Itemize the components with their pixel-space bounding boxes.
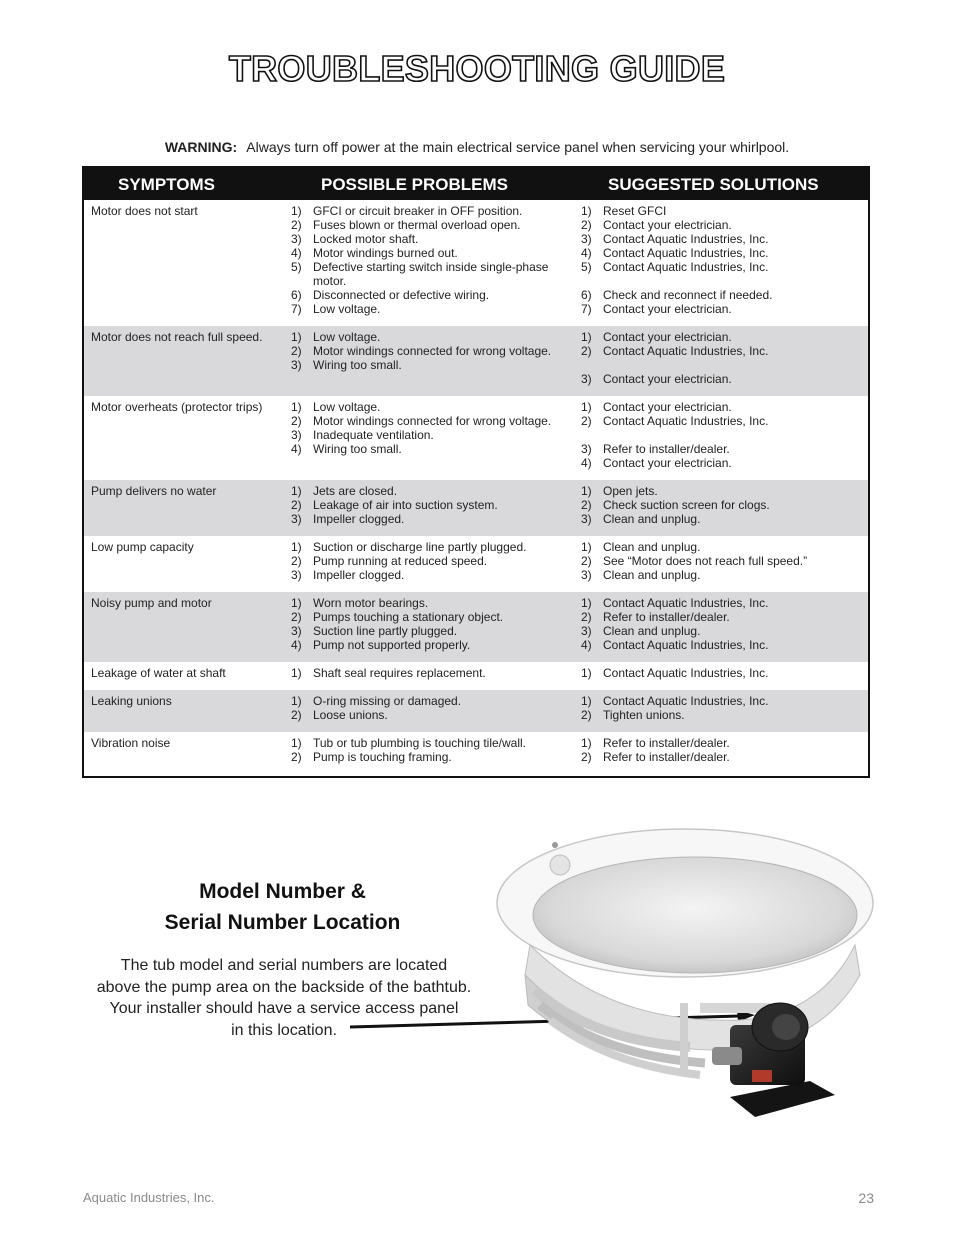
item-text: Locked motor shaft.	[313, 232, 419, 246]
item-text: Suction or discharge line partly plugged.	[313, 540, 527, 554]
item-text: Jets are closed.	[313, 484, 398, 498]
solution-item	[581, 484, 866, 498]
location-text-line: above the pump area on the backside of the bathtub.	[96, 978, 472, 996]
item-number: 2)	[581, 498, 592, 512]
problem-item	[291, 330, 561, 344]
solution-item	[581, 442, 866, 456]
item-number: 2)	[291, 610, 302, 624]
table-row	[84, 662, 868, 690]
item-number: 1)	[291, 540, 302, 554]
item-number: 3)	[291, 232, 302, 246]
item-number: 2)	[581, 610, 592, 624]
item-number: 1)	[581, 484, 592, 498]
item-number: 3)	[291, 358, 302, 372]
problem-item	[291, 694, 561, 708]
solution-item	[581, 694, 866, 708]
item-number: 3)	[581, 512, 592, 526]
item-text: Suction line partly plugged.	[313, 624, 458, 638]
solution-item	[581, 736, 866, 750]
solution-item	[581, 554, 866, 568]
page-number: 23	[858, 1190, 874, 1206]
problem-item	[291, 218, 561, 232]
item-text: Refer to installer/dealer.	[603, 442, 730, 456]
troubleshooting-table	[82, 166, 870, 778]
item-number: 4)	[581, 638, 592, 652]
solution-cell	[581, 694, 866, 722]
item-text: Contact your electrician.	[603, 372, 732, 386]
solution-cell	[581, 540, 866, 582]
solution-item	[581, 330, 866, 344]
solution-item	[581, 246, 866, 260]
problem-item	[291, 302, 561, 316]
problem-cell	[291, 540, 561, 582]
symptom-cell: Pump delivers no water	[91, 484, 217, 498]
problem-item	[291, 512, 561, 526]
item-text: Motor windings connected for wrong voltage.	[313, 414, 552, 428]
solution-item	[581, 512, 866, 526]
item-text: Contact Aquatic Industries, Inc.	[603, 638, 769, 652]
header-symptoms: SYMPTOMS	[118, 175, 215, 194]
item-number: 1)	[291, 330, 302, 344]
item-text: Low voltage.	[313, 302, 381, 316]
solution-item	[581, 568, 866, 582]
item-text: Contact Aquatic Industries, Inc.	[603, 260, 769, 274]
item-number: 1)	[581, 736, 592, 750]
problem-item	[291, 708, 561, 722]
solution-item	[581, 204, 866, 218]
item-number: 2)	[581, 708, 592, 722]
item-number: 1)	[291, 400, 302, 414]
solution-cell	[581, 400, 866, 470]
solution-cell	[581, 666, 866, 680]
warning-notice	[0, 139, 954, 155]
warning-label: WARNING:	[164, 139, 238, 155]
solution-item	[581, 414, 866, 428]
item-number: 2)	[581, 554, 592, 568]
item-text: Check suction screen for clogs.	[603, 498, 770, 512]
item-text: Impeller clogged.	[313, 512, 405, 526]
solution-item	[581, 666, 866, 680]
item-text: Pump running at reduced speed.	[313, 554, 488, 568]
item-number: 4)	[291, 638, 302, 652]
item-number: 1)	[291, 204, 302, 218]
problem-item	[291, 610, 561, 624]
problem-item	[291, 260, 561, 288]
item-text: Contact your electrician.	[603, 218, 732, 232]
solution-item	[581, 596, 866, 610]
problem-cell	[291, 736, 561, 764]
item-number: 1)	[581, 330, 592, 344]
location-heading	[120, 876, 445, 938]
item-text: Contact Aquatic Industries, Inc.	[603, 246, 769, 260]
table-row	[84, 326, 868, 396]
table-row	[84, 200, 868, 326]
item-text: Contact Aquatic Industries, Inc.	[603, 232, 769, 246]
problem-item	[291, 246, 561, 260]
whirlpool-tub-image	[490, 825, 880, 1130]
item-number: 1)	[291, 694, 302, 708]
symptom-cell: Vibration noise	[91, 736, 171, 750]
item-number: 4)	[581, 246, 592, 260]
footer-company: Aquatic Industries, Inc.	[83, 1190, 215, 1205]
problem-item	[291, 498, 561, 512]
problem-item	[291, 344, 561, 358]
item-number: 5)	[291, 260, 302, 274]
table-row	[84, 690, 868, 732]
item-number: 4)	[291, 442, 302, 456]
item-number: 1)	[581, 204, 592, 218]
solution-cell	[581, 330, 866, 386]
table-row	[84, 592, 868, 662]
item-number: 2)	[291, 344, 302, 358]
item-text: Low voltage.	[313, 400, 381, 414]
problem-item	[291, 750, 561, 764]
item-number: 1)	[291, 666, 302, 680]
item-text: Clean and unplug.	[603, 512, 701, 526]
item-text: GFCI or circuit breaker in OFF position.	[313, 204, 523, 218]
header-possible-problems: POSSIBLE PROBLEMS	[321, 175, 509, 194]
solution-item	[581, 708, 866, 722]
problem-item	[291, 288, 561, 302]
item-text: Defective starting switch inside single-phase motor.	[313, 260, 549, 288]
item-text: Contact Aquatic Industries, Inc.	[603, 344, 769, 358]
item-text: Motor windings burned out.	[313, 246, 458, 260]
symptom-cell: Noisy pump and motor	[91, 596, 212, 610]
problem-cell	[291, 694, 561, 722]
problem-item	[291, 624, 561, 638]
item-number: 2)	[581, 218, 592, 232]
item-text: Contact Aquatic Industries, Inc.	[603, 666, 769, 680]
item-number: 2)	[581, 344, 592, 358]
problem-cell	[291, 666, 561, 680]
solution-item	[581, 624, 866, 638]
solution-item	[581, 456, 866, 470]
solution-item	[581, 232, 866, 246]
item-text: Inadequate ventilation.	[313, 428, 434, 442]
problem-cell	[291, 204, 561, 316]
problem-item	[291, 400, 561, 414]
item-number: 1)	[291, 736, 302, 750]
solution-item	[581, 400, 866, 414]
solution-item	[581, 540, 866, 554]
item-text: Contact Aquatic Industries, Inc.	[603, 414, 769, 428]
item-text: Wiring too small.	[313, 442, 402, 456]
table-body	[84, 200, 868, 776]
problem-item	[291, 442, 561, 456]
location-heading-line1: Model Number &	[199, 880, 366, 903]
item-text: Low voltage.	[313, 330, 381, 344]
problem-item	[291, 232, 561, 246]
item-text: Check and reconnect if needed.	[603, 288, 773, 302]
item-text: Reset GFCI	[603, 204, 667, 218]
item-text: Wiring too small.	[313, 358, 402, 372]
item-text: Tighten unions.	[603, 708, 685, 722]
solution-item	[581, 610, 866, 624]
item-number: 4)	[291, 246, 302, 260]
item-number: 1)	[581, 540, 592, 554]
item-text: Refer to installer/dealer.	[603, 750, 730, 764]
item-text: Loose unions.	[313, 708, 388, 722]
item-number: 2)	[291, 498, 302, 512]
item-text: Contact your electrician.	[603, 302, 732, 316]
symptom-cell: Leakage of water at shaft	[91, 666, 226, 680]
item-text: Clean and unplug.	[603, 624, 701, 638]
problem-item	[291, 484, 561, 498]
symptom-cell: Motor does not reach full speed.	[91, 330, 263, 344]
item-text: Pumps touching a stationary object.	[313, 610, 504, 624]
item-text: Contact Aquatic Industries, Inc.	[603, 596, 769, 610]
item-number: 1)	[291, 596, 302, 610]
item-number: 1)	[581, 400, 592, 414]
item-text: Shaft seal requires replacement.	[313, 666, 486, 680]
item-number: 3)	[291, 512, 302, 526]
item-text: Pump not supported properly.	[313, 638, 471, 652]
item-text: Impeller clogged.	[313, 568, 405, 582]
item-number: 7)	[291, 302, 302, 316]
problem-item	[291, 596, 561, 610]
solution-cell	[581, 736, 866, 764]
table-row	[84, 396, 868, 480]
item-text: Refer to installer/dealer.	[603, 610, 730, 624]
item-text: Worn motor bearings.	[313, 596, 429, 610]
item-number: 6)	[291, 288, 302, 302]
problem-item	[291, 568, 561, 582]
item-text: Contact your electrician.	[603, 400, 732, 414]
item-text: Disconnected or defective wiring.	[313, 288, 490, 302]
item-number: 3)	[581, 442, 592, 456]
problem-item	[291, 414, 561, 428]
page-title: TROUBLESHOOTING GUIDE	[228, 48, 726, 89]
item-number: 6)	[581, 288, 592, 302]
table-row	[84, 480, 868, 536]
warning-text: Always turn off power at the main electrical service panel when servicing your whirlpool.	[246, 139, 790, 155]
location-heading-line2: Serial Number Location	[164, 911, 401, 934]
item-number: 2)	[291, 750, 302, 764]
problem-item	[291, 736, 561, 750]
item-text: Tub or tub plumbing is touching tile/wall.	[313, 736, 526, 750]
solution-item	[581, 218, 866, 232]
location-text-line: Your installer should have a service access panel	[109, 1000, 459, 1017]
solution-item	[581, 372, 866, 386]
item-number: 3)	[581, 232, 592, 246]
symptom-cell: Low pump capacity	[91, 540, 194, 554]
problem-item	[291, 428, 561, 442]
problem-cell	[291, 484, 561, 526]
item-number: 1)	[291, 484, 302, 498]
solution-cell	[581, 204, 866, 316]
problem-cell	[291, 596, 561, 652]
table-header	[84, 168, 868, 200]
item-number: 2)	[581, 414, 592, 428]
item-number: 4)	[581, 456, 592, 470]
item-text: Open jets.	[603, 484, 658, 498]
problem-item	[291, 666, 561, 680]
item-number: 3)	[581, 568, 592, 582]
item-text: Fuses blown or thermal overload open.	[313, 218, 521, 232]
symptom-cell: Motor does not start	[91, 204, 198, 218]
item-number: 2)	[291, 218, 302, 232]
item-number: 2)	[581, 750, 592, 764]
item-number: 3)	[291, 624, 302, 638]
solution-item	[581, 344, 866, 358]
item-number: 7)	[581, 302, 592, 316]
item-number: 3)	[291, 568, 302, 582]
item-text: Clean and unplug.	[603, 540, 701, 554]
item-number: 3)	[581, 372, 592, 386]
location-text-line: in this location.	[231, 1021, 337, 1039]
item-number: 1)	[581, 596, 592, 610]
item-text: Contact Aquatic Industries, Inc.	[603, 694, 769, 708]
item-text: See “Motor does not reach full speed.”	[603, 554, 808, 568]
item-text: Contact your electrician.	[603, 330, 732, 344]
item-text: Motor windings connected for wrong voltage.	[313, 344, 552, 358]
item-number: 2)	[291, 414, 302, 428]
solution-item	[581, 498, 866, 512]
item-number: 2)	[291, 708, 302, 722]
location-text-line: The tub model and serial numbers are located	[120, 957, 448, 974]
problem-item	[291, 638, 561, 652]
item-number: 5)	[581, 260, 592, 274]
solution-item	[581, 260, 866, 274]
item-text: Leakage of air into suction system.	[313, 498, 498, 512]
solution-item	[581, 288, 866, 302]
item-number: 3)	[581, 624, 592, 638]
problem-item	[291, 204, 561, 218]
item-number: 1)	[581, 694, 592, 708]
solution-item	[581, 302, 866, 316]
item-text: Clean and unplug.	[603, 568, 701, 582]
problem-cell	[291, 400, 561, 456]
solution-cell	[581, 484, 866, 526]
symptom-cell: Motor overheats (protector trips)	[91, 400, 263, 414]
symptom-cell: Leaking unions	[91, 694, 172, 708]
item-text: Refer to installer/dealer.	[603, 736, 730, 750]
item-number: 2)	[291, 554, 302, 568]
solution-item	[581, 750, 866, 764]
header-suggested-solutions: SUGGESTED SOLUTIONS	[608, 175, 819, 194]
item-text: Contact your electrician.	[603, 456, 732, 470]
solution-cell	[581, 596, 866, 652]
item-number: 3)	[291, 428, 302, 442]
item-text: O-ring missing or damaged.	[313, 694, 462, 708]
problem-item	[291, 554, 561, 568]
table-row	[84, 536, 868, 592]
problem-cell	[291, 330, 561, 372]
solution-item	[581, 638, 866, 652]
item-text: Pump is touching framing.	[313, 750, 452, 764]
problem-item	[291, 358, 561, 372]
table-row	[84, 732, 868, 776]
item-number: 1)	[581, 666, 592, 680]
problem-item	[291, 540, 561, 554]
